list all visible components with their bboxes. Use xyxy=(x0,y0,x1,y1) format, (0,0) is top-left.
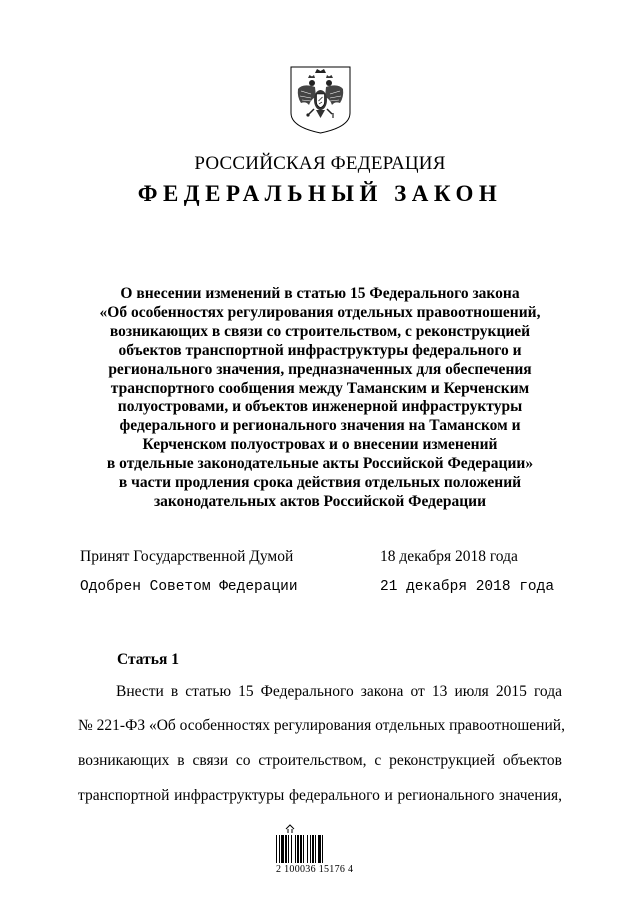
barcode-number: 2 100036 15176 4 xyxy=(276,864,354,875)
barcode-icon xyxy=(276,821,340,865)
document-type: ФЕДЕРАЛЬНЫЙ ЗАКОН xyxy=(137,181,503,206)
law-title: О внесении изменений в статью 15 Федерального закона «Об особенностях регулирования отдельных правоотношений, возникающих в связи со строительством, с реконструкцией объектов транспортной инфраструктуры федерального и регионального значения, предназначенных для обеспечения транспортного сообщения между Таманским и Керченским полуостровами, и объектов инженерной инфраструктуры федерального и регионального значения на Таманском и Керченском полуостровах и о внесении изменений в отдельные законодательные акты Российской Федерации» в части продления срока действия отдельных положений законодательных актов Российской Федерации xyxy=(99,285,541,510)
article-text-line: возникающих в связи со строительством, с реконструкцией объектов xyxy=(78,752,562,769)
article-text-line: транспортной инфраструктуры федерального и регионального значения, xyxy=(78,787,562,804)
russian-coat-of-arms-icon xyxy=(289,63,352,135)
coat-of-arms-emblem xyxy=(289,63,352,135)
article-heading: Статья 1 xyxy=(117,651,179,668)
duma-adoption-date: 18 декабря 2018 года xyxy=(380,548,518,565)
article-text-line: Внести в статью 15 Федерального закона от 13 июля 2015 года xyxy=(116,683,562,700)
council-approval-date: 21 декабря 2018 года xyxy=(380,579,555,595)
council-approval-label: Одобрен Советом Федерации xyxy=(80,579,298,595)
article-text-line: № 221-ФЗ «Об особенностях регулирования отдельных правоотношений, xyxy=(78,717,565,734)
duma-adoption-label: Принят Государственной Думой xyxy=(80,548,294,565)
country-name: РОССИЙСКАЯ ФЕДЕРАЦИЯ xyxy=(194,153,446,174)
